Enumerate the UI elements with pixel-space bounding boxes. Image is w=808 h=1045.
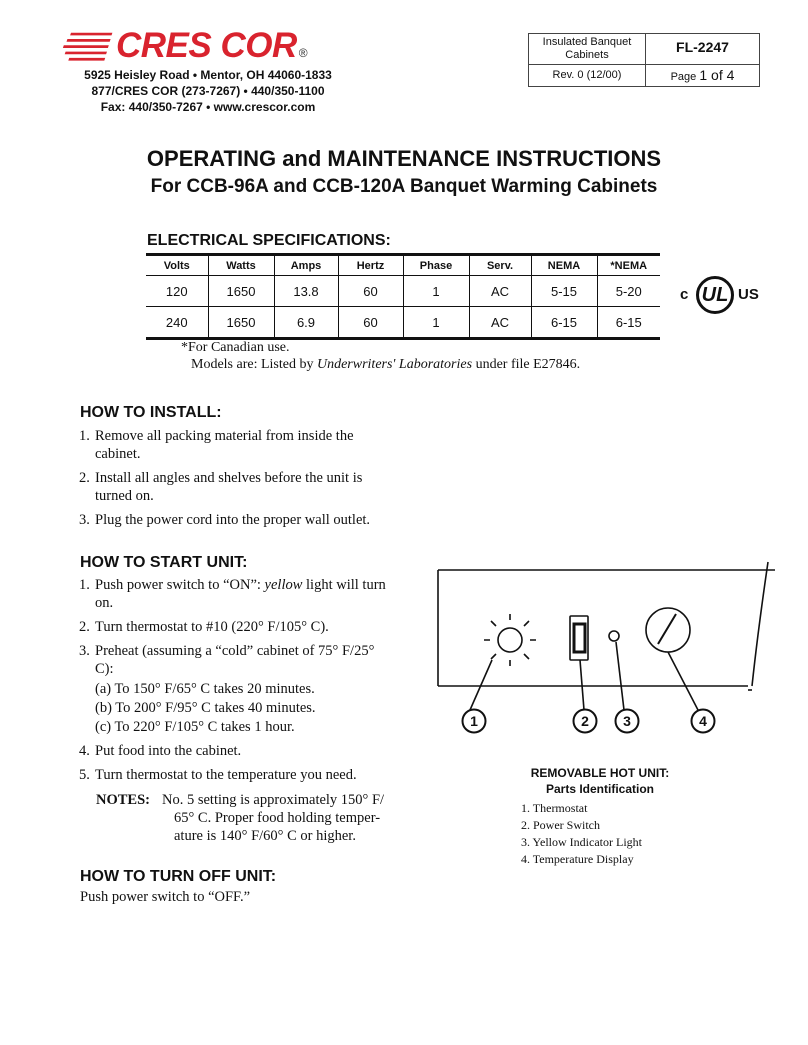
page-label: Page bbox=[670, 71, 697, 83]
list-item: 3. Plug the power cord into the proper wall outlet. bbox=[79, 512, 371, 528]
diagram-caption: REMOVABLE HOT UNIT: bbox=[530, 766, 670, 780]
electrical-spec-table bbox=[146, 253, 660, 340]
notes-line: No. 5 setting is approximately 150° F/ bbox=[162, 792, 385, 808]
list-item: 2. Install all angles and shelves before the unit is turned on. bbox=[79, 470, 363, 504]
page-number bbox=[646, 67, 759, 83]
callout-label: 3 bbox=[623, 713, 631, 729]
table-cell: 6-15 bbox=[597, 307, 660, 339]
revision: Rev. 0 (12/00) bbox=[552, 69, 622, 81]
table-cell: 60 bbox=[338, 276, 403, 307]
page-title: OPERATING and MAINTENANCE INSTRUCTIONS bbox=[146, 146, 662, 171]
start-heading: HOW TO START UNIT: bbox=[80, 554, 248, 571]
part-item: 2. Power Switch bbox=[521, 818, 600, 832]
preheat-times bbox=[95, 680, 375, 736]
page-subtitle: For CCB-96A and CCB-120A Banquet Warming Cabinets bbox=[150, 176, 658, 197]
list-item: 3. Preheat (assuming a “cold” cabinet of 75° F/25° C): (a) To 150° F/65° C takes 20 minutes. (b) To 200° F/95° C takes 40 minutes. (c) To 220° F/105° C takes 1 hour. bbox=[79, 643, 375, 735]
company-phone: 877/CRES COR (273-7267) • 440/350-1100 bbox=[91, 84, 325, 98]
column-header: NEMA bbox=[531, 255, 597, 276]
list-item: 4. Put food into the cabinet. bbox=[79, 743, 242, 759]
column-header: Volts bbox=[146, 255, 208, 276]
company-address: 5925 Heisley Road • Mentor, OH 44060-1833 bbox=[84, 68, 332, 82]
thermostat-icon bbox=[484, 614, 536, 666]
cres-cor-logo-stripes bbox=[60, 30, 118, 66]
preheat-time-item: (a) To 150° F/65° C takes 20 minutes. bbox=[95, 681, 315, 697]
column-header: Serv. bbox=[469, 255, 531, 276]
indicator-light-icon bbox=[609, 631, 619, 641]
leader-line bbox=[580, 660, 584, 710]
document-id-box bbox=[528, 33, 760, 87]
list-item: 2. Turn thermostat to #10 (220° F/105° C). bbox=[79, 619, 329, 635]
company-logo bbox=[116, 26, 307, 66]
preheat-time-item: (c) To 220° F/105° C takes 1 hour. bbox=[95, 719, 295, 735]
table-cell: 1 bbox=[403, 276, 469, 307]
table-cell: 1 bbox=[403, 307, 469, 339]
doc-description: Insulated Banquet Cabinets bbox=[542, 36, 632, 61]
list-item: 1. Remove all packing material from inside the cabinet. bbox=[79, 428, 354, 462]
table-header-row bbox=[146, 255, 660, 276]
diagram-caption-sub: Parts Identification bbox=[545, 782, 655, 796]
table-cell: AC bbox=[469, 307, 531, 339]
list-item: 5. Turn thermostat to the temperature you need. bbox=[79, 767, 357, 783]
form-number: FL-2247 bbox=[676, 39, 729, 55]
table-cell: 5-20 bbox=[597, 276, 660, 307]
part-item: 1. Thermostat bbox=[521, 801, 588, 815]
install-heading: HOW TO INSTALL: bbox=[80, 404, 222, 421]
notes-line: ature is 140° F/60° C or higher. bbox=[174, 828, 356, 844]
table-cell: 60 bbox=[338, 307, 403, 339]
registered-mark: ® bbox=[298, 46, 308, 60]
leader-line bbox=[470, 660, 492, 710]
leader-line bbox=[616, 642, 624, 710]
page-of: 1 of 4 bbox=[699, 67, 735, 83]
turnoff-text: Push power switch to “OFF.” bbox=[80, 889, 251, 905]
panel-right-edge bbox=[752, 562, 768, 686]
company-fax-web: Fax: 440/350-7267 • www.crescor.com bbox=[100, 100, 316, 114]
callout-label: 1 bbox=[470, 713, 478, 729]
column-header: Phase bbox=[403, 255, 469, 276]
table-row bbox=[146, 307, 660, 339]
turnoff-heading: HOW TO TURN OFF UNIT: bbox=[80, 868, 277, 885]
column-header: Hertz bbox=[338, 255, 403, 276]
temperature-display-icon bbox=[646, 608, 690, 652]
listing-prefix: Models are: Listed by bbox=[191, 357, 317, 372]
power-switch-icon bbox=[570, 616, 588, 660]
preheat-time-item: (b) To 200° F/95° C takes 40 minutes. bbox=[95, 700, 316, 716]
column-header: *NEMA bbox=[597, 255, 660, 276]
ul-us-label: US bbox=[738, 286, 759, 303]
ul-listing-note bbox=[191, 357, 580, 373]
column-header: Amps bbox=[274, 255, 338, 276]
ul-c-label: c bbox=[680, 286, 689, 303]
column-header: Watts bbox=[208, 255, 274, 276]
electrical-heading: ELECTRICAL SPECIFICATIONS: bbox=[147, 232, 391, 249]
canadian-footnote: *For Canadian use. bbox=[181, 340, 290, 355]
callout-label: 2 bbox=[581, 713, 589, 729]
part-item: 3. Yellow Indicator Light bbox=[521, 835, 642, 849]
ul-circle-mark: UL bbox=[696, 276, 734, 314]
table-cell: 1650 bbox=[208, 276, 274, 307]
leader-line bbox=[668, 652, 698, 710]
notes-label: NOTES: bbox=[96, 792, 150, 808]
table-cell: 6-15 bbox=[531, 307, 597, 339]
parts-list bbox=[521, 800, 642, 868]
notes-line: 65° C. Proper food holding temper- bbox=[174, 810, 381, 826]
logo-text: CRES COR bbox=[116, 26, 297, 65]
listing-suffix: under file E27846. bbox=[472, 357, 581, 372]
table-row bbox=[146, 276, 660, 307]
hot-unit-diagram bbox=[430, 550, 780, 760]
part-item: 4. Temperature Display bbox=[521, 852, 634, 866]
table-cell: 1650 bbox=[208, 307, 274, 339]
listing-org: Underwriters' Laboratories bbox=[316, 357, 473, 372]
table-cell: 240 bbox=[146, 307, 208, 339]
callout-label: 4 bbox=[699, 713, 707, 729]
table-cell: AC bbox=[469, 276, 531, 307]
start-steps bbox=[79, 576, 399, 790]
install-steps bbox=[79, 427, 399, 535]
table-cell: 6.9 bbox=[274, 307, 338, 339]
list-item: 1. Push power switch to “ON”: yellow light will turn on. bbox=[79, 577, 386, 611]
ul-certification-mark bbox=[676, 272, 766, 320]
table-cell: 120 bbox=[146, 276, 208, 307]
table-cell: 13.8 bbox=[274, 276, 338, 307]
table-cell: 5-15 bbox=[531, 276, 597, 307]
